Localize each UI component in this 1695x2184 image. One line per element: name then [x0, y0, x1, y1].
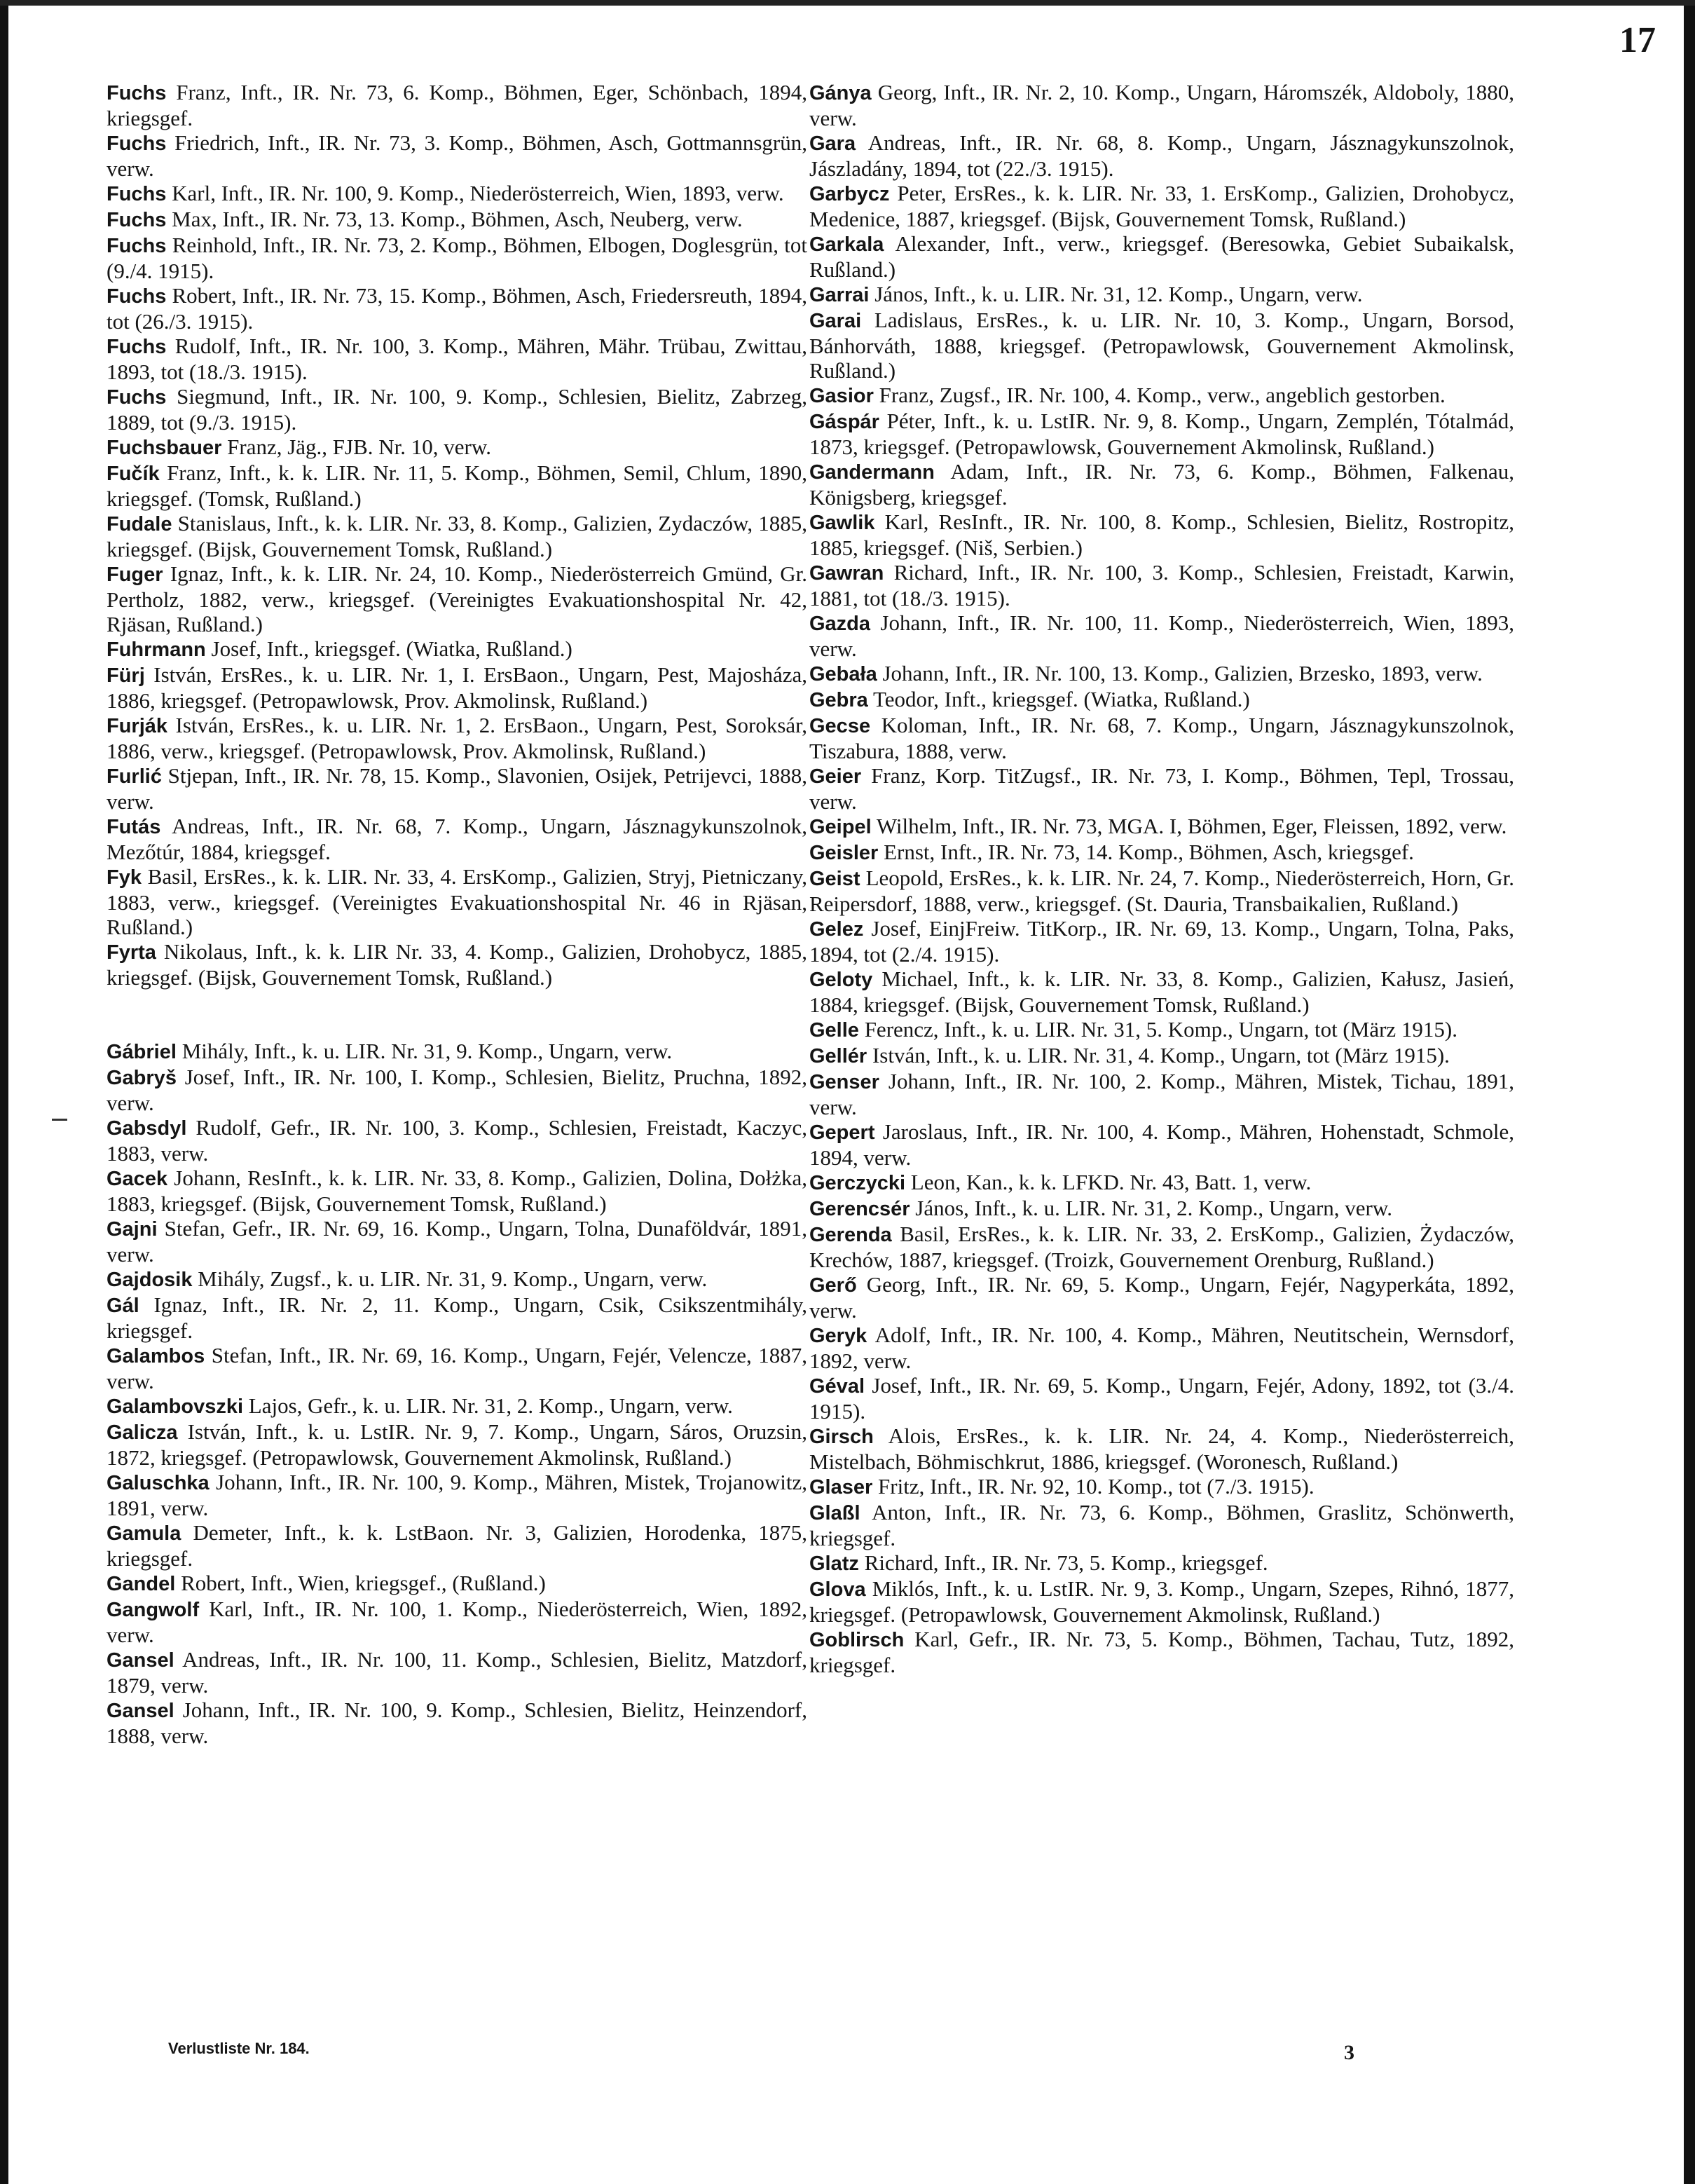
list-entry: [107, 1166, 807, 1216]
list-entry: [107, 1698, 807, 1748]
entry-details: Rudolf, Inft., IR. Nr. 100, 3. Komp., Mähren, Mähr. Trübau, Zwittau, 1893, tot (18./3. 1915).: [107, 334, 807, 384]
entry-details: Karl, ResInft., IR. Nr. 100, 8. Komp., Schlesien, Bielitz, Rostropitz, 1885, kriegsgef. (Niš, Serbien.): [809, 510, 1514, 560]
entry-details: István, ErsRes., k. u. LIR. Nr. 1, I. ErsBaon., Ungarn, Pest, Majosháza, 1886, kriegsgef. (Petropawlowsk, Prov. Akmolinsk, Rußland.): [107, 662, 807, 713]
entry-details: Johann, Inft., IR. Nr. 100, 2. Komp., Mähren, Mistek, Tichau, 1891, verw.: [809, 1069, 1514, 1119]
list-entry: [809, 130, 1514, 181]
list-entry: [809, 409, 1514, 459]
entry-details: Wilhelm, Inft., IR. Nr. 73, MGA. I, Böhmen, Eger, Fleissen, 1892, verw.: [871, 814, 1507, 838]
entry-surname: Gajni: [107, 1218, 158, 1241]
entry-surname: Gawlik: [809, 512, 875, 534]
list-entry: [809, 713, 1514, 763]
list-entry: [809, 308, 1514, 383]
entry-details: Rudolf, Gefr., IR. Nr. 100, 3. Komp., Schlesien, Freistadt, Kaczyc, 1883, verw.: [107, 1115, 807, 1166]
left-column: [107, 80, 807, 1748]
entry-details: Franz, Korp. TitZugsf., IR. Nr. 73, I. Komp., Böhmen, Tepl, Trossau, verw.: [809, 763, 1514, 814]
entry-surname: Fürj: [107, 664, 145, 687]
entry-surname: Fuchs: [107, 209, 167, 231]
list-entry: [809, 1017, 1514, 1043]
scan-edge-top: [0, 0, 1695, 6]
list-entry: [107, 80, 807, 130]
entry-details: János, Inft., k. u. LIR. Nr. 31, 12. Komp., Ungarn, verw.: [869, 282, 1363, 306]
entry-surname: Glatz: [809, 1552, 859, 1575]
entry-surname: Galicza: [107, 1421, 178, 1444]
list-entry: [809, 1272, 1514, 1323]
entry-surname: Geist: [809, 868, 860, 890]
list-entry: [107, 1571, 807, 1597]
entry-surname: Gacek: [107, 1168, 168, 1190]
entry-surname: Fyk: [107, 866, 142, 889]
list-entry: [809, 181, 1514, 231]
entry-surname: Garai: [809, 310, 862, 332]
entry-details: Mihály, Zugsf., k. u. LIR. Nr. 31, 9. Komp., Ungarn, verw.: [192, 1267, 708, 1291]
entry-surname: Geloty: [809, 969, 873, 991]
entry-details: Péter, Inft., k. u. LstIR. Nr. 9, 8. Komp., Ungarn, Zemplén, Tótalmád, 1873, kriegsgef. (Petropawlowsk, Gouvernement Akmolinsk, Rußland.): [809, 409, 1514, 459]
entry-surname: Gellér: [809, 1045, 867, 1067]
entry-surname: Glaßl: [809, 1502, 860, 1524]
list-entry: [809, 866, 1514, 916]
entry-surname: Gansel: [107, 1700, 174, 1722]
list-entry: [107, 1065, 807, 1115]
entry-details: Josef, EinjFreiw. TitKorp., IR. Nr. 69, 13. Komp., Ungarn, Tolna, Paks, 1894, tot (2./4. 1915).: [809, 916, 1514, 967]
list-entry: [809, 459, 1514, 510]
list-entry: [809, 967, 1514, 1017]
entry-surname: Fuger: [107, 564, 163, 586]
list-entry: [107, 713, 807, 763]
list-entry: [107, 233, 807, 283]
entry-surname: Galambovszki: [107, 1395, 244, 1418]
list-entry: [809, 687, 1514, 713]
list-entry: [809, 1627, 1514, 1677]
list-entry: [107, 1597, 807, 1647]
entry-details: Karl, Inft., IR. Nr. 100, 1. Komp., Niederösterreich, Wien, 1892, verw.: [107, 1597, 807, 1647]
list-entry: [107, 662, 807, 713]
sheet-signature-mark: 3: [1344, 2041, 1354, 2064]
list-entry: [809, 1170, 1514, 1196]
entry-details: Basil, ErsRes., k. k. LIR. Nr. 33, 4. ErsKomp., Galizien, Stryj, Pietniczany, 1883, verw., kriegsgef. (Vereinigtes Evakuationshospital Nr. 46 in Rjäsan, Rußland.): [107, 864, 807, 939]
entry-details: Franz, Jäg., FJB. Nr. 10, verw.: [221, 435, 491, 459]
entry-surname: Fudale: [107, 513, 172, 535]
entry-surname: Gelle: [809, 1019, 859, 1042]
entry-surname: Gawran: [809, 562, 884, 585]
list-entry: [107, 1343, 807, 1393]
entry-details: Demeter, Inft., k. k. LstBaon. Nr. 3, Galizien, Horodenka, 1875, kriegsgef.: [107, 1520, 807, 1571]
entry-surname: Gerő: [809, 1274, 857, 1297]
entry-details: Karl, Gefr., IR. Nr. 73, 5. Komp., Böhmen, Tachau, Tutz, 1892, kriegsgef.: [809, 1627, 1514, 1677]
entry-surname: Gábriel: [107, 1041, 177, 1063]
list-entry: [809, 814, 1514, 840]
entry-surname: Fuchs: [107, 336, 167, 358]
entry-surname: Geipel: [809, 816, 872, 838]
entry-surname: Fuchs: [107, 386, 167, 409]
entry-details: Miklós, Inft., k. u. LstIR. Nr. 9, 3. Komp., Ungarn, Szepes, Rihnó, 1877, kriegsgef. (Petropawlowsk, Gouvernement Akmolinsk, Rußland.): [809, 1576, 1514, 1627]
entry-details: Adam, Inft., IR. Nr. 73, 6. Komp., Böhmen, Falkenau, Königsberg, kriegsgef.: [809, 459, 1514, 510]
entry-details: Stjepan, Inft., IR. Nr. 78, 15. Komp., Slavonien, Osijek, Petrijevci, 1888, verw.: [107, 763, 807, 814]
list-entry: [107, 1292, 807, 1343]
list-entry: [809, 1043, 1514, 1069]
entry-surname: Furlić: [107, 765, 162, 788]
entry-surname: Gabryš: [107, 1067, 177, 1089]
entry-details: Peter, ErsRes., k. k. LIR. Nr. 33, 1. ErsKomp., Galizien, Drohobycz, Medenice, 1887, kriegsgef. (Bijsk, Gouvernement Tomsk, Rußland.): [809, 181, 1514, 231]
list-entry: [107, 1520, 807, 1571]
entry-details: Michael, Inft., k. k. LIR. Nr. 33, 8. Komp., Galizien, Kałusz, Jasień, 1884, kriegsgef. (Bijsk, Gouvernement Tomsk, Rußland.): [809, 967, 1514, 1017]
scan-edge-right: [1684, 0, 1695, 2184]
entry-surname: Fuchs: [107, 82, 167, 104]
entry-surname: Géval: [809, 1375, 865, 1398]
entry-details: Josef, Inft., kriegsgef. (Wiatka, Rußland.): [205, 636, 572, 661]
entry-details: Andreas, Inft., IR. Nr. 68, 7. Komp., Ungarn, Jásznagykunszolnok, Mezőtúr, 1884, kriegsgef.: [107, 814, 807, 864]
entry-details: Adolf, Inft., IR. Nr. 100, 4. Komp., Mähren, Neutitschein, Wernsdorf, 1892, verw.: [809, 1323, 1514, 1373]
list-entry: [107, 511, 807, 561]
entry-details: Richard, Inft., IR. Nr. 73, 5. Komp., kriegsgef.: [858, 1550, 1268, 1575]
list-entry: [107, 130, 807, 181]
list-entry: [107, 1419, 807, 1470]
entry-surname: Gebała: [809, 663, 877, 685]
list-entry: [809, 1196, 1514, 1222]
section-gap: [107, 990, 807, 1039]
entry-surname: Gangwolf: [107, 1599, 200, 1621]
entry-details: Georg, Inft., IR. Nr. 2, 10. Komp., Ungarn, Háromszék, Aldoboly, 1880, verw.: [809, 80, 1514, 130]
list-entry: [107, 636, 807, 662]
entry-surname: Garrai: [809, 284, 870, 306]
entry-details: Mihály, Inft., k. u. LIR. Nr. 31, 9. Komp., Ungarn, verw.: [176, 1039, 673, 1063]
entry-surname: Gerenda: [809, 1224, 892, 1246]
entry-details: Andreas, Inft., IR. Nr. 68, 8. Komp., Ungarn, Jásznagykunszolnok, Jászladány, 1894, tot (22./3. 1915).: [809, 130, 1514, 181]
list-entry: [107, 1393, 807, 1419]
entry-surname: Gerczycki: [809, 1172, 906, 1194]
list-entry: [809, 1222, 1514, 1272]
entry-details: Nikolaus, Inft., k. k. LIR Nr. 33, 4. Komp., Galizien, Drohobycz, 1885, kriegsgef. (Bijsk, Gouvernement Tomsk, Rußland.): [107, 939, 807, 990]
entry-details: Stanislaus, Inft., k. k. LIR. Nr. 33, 8. Komp., Galizien, Zydaczów, 1885, kriegsgef. (Bijsk, Gouvernement Tomsk, Rußland.): [107, 511, 807, 561]
entry-details: Teodor, Inft., kriegsgef. (Wiatka, Rußland.): [867, 687, 1250, 711]
list-entry: [809, 231, 1514, 282]
list-entry: [809, 80, 1514, 130]
list-entry: [107, 1647, 807, 1698]
list-entry: [809, 1069, 1514, 1119]
entry-details: István, ErsRes., k. u. LIR. Nr. 1, 2. ErsBaon., Ungarn, Pest, Soroksár, 1886, verw., kriegsgef. (Petropawlowsk, Prov. Akmolinsk, Rußland.): [107, 713, 807, 763]
entry-surname: Geier: [809, 765, 862, 788]
list-entry: [107, 435, 807, 460]
entry-details: János, Inft., k. u. LIR. Nr. 31, 2. Komp., Ungarn, verw.: [910, 1196, 1393, 1220]
entry-surname: Gandermann: [809, 461, 935, 484]
entry-details: Robert, Inft., IR. Nr. 73, 15. Komp., Böhmen, Asch, Friedersreuth, 1894, tot (26./3. 1915).: [107, 283, 807, 334]
footer-list-label: Verlustliste Nr. 184.: [168, 2040, 310, 2057]
list-entry: [107, 939, 807, 990]
list-entry: [809, 1474, 1514, 1500]
list-entry: [107, 1039, 807, 1065]
entry-surname: Gasior: [809, 385, 874, 407]
entry-details: Leopold, ErsRes., k. k. LIR. Nr. 24, 7. Komp., Niederösterreich, Horn, Gr. Reipersdorf, 1888, verw., kriegsgef. (St. Dauria, Transbaikalien, Rußland.): [809, 866, 1514, 916]
entry-surname: Futás: [107, 816, 161, 838]
list-entry: [809, 1550, 1514, 1576]
entry-details: Robert, Inft., Wien, kriegsgef., (Rußland.): [175, 1571, 546, 1595]
entry-details: Stefan, Inft., IR. Nr. 69, 16. Komp., Ungarn, Fejér, Velencze, 1887, verw.: [107, 1343, 807, 1393]
entry-details: Ernst, Inft., IR. Nr. 73, 14. Komp., Böhmen, Asch, kriegsgef.: [878, 840, 1414, 864]
list-entry: [107, 283, 807, 334]
entry-details: Leon, Kan., k. k. LFKD. Nr. 43, Batt. 1, verw.: [905, 1170, 1312, 1194]
entry-surname: Fyrta: [107, 941, 156, 964]
list-entry: [107, 814, 807, 864]
list-entry: [107, 1267, 807, 1292]
entry-surname: Gara: [809, 132, 856, 155]
list-entry: [107, 181, 807, 207]
entry-surname: Gánya: [809, 82, 872, 104]
entry-details: Ferencz, Inft., k. u. LIR. Nr. 31, 5. Komp., Ungarn, tot (März 1915).: [858, 1017, 1457, 1042]
entry-details: Ignaz, Inft., k. k. LIR. Nr. 24, 10. Komp., Niederösterreich Gmünd, Gr. Pertholz, 1882, verw., kriegsgef. (Vereinigtes Evakuationshospital Nr. 42, Rjäsan, Rußland.): [107, 561, 807, 636]
list-entry: [809, 1424, 1514, 1474]
list-entry: [809, 1323, 1514, 1373]
entry-surname: Gál: [107, 1295, 139, 1317]
entry-surname: Gáspár: [809, 411, 879, 433]
entry-details: Reinhold, Inft., IR. Nr. 73, 2. Komp., Böhmen, Elbogen, Doglesgrün, tot (9./4. 1915).: [107, 233, 807, 283]
list-entry: [809, 1500, 1514, 1550]
entry-details: Karl, Inft., IR. Nr. 100, 9. Komp., Niederösterreich, Wien, 1893, verw.: [166, 181, 784, 205]
entry-details: Richard, Inft., IR. Nr. 100, 3. Komp., Schlesien, Freistadt, Karwin, 1881, tot (18./3. 1915).: [809, 560, 1514, 610]
entry-surname: Girsch: [809, 1426, 874, 1448]
entry-details: Friedrich, Inft., IR. Nr. 73, 3. Komp., Böhmen, Asch, Gottmannsgrün, verw.: [107, 130, 807, 181]
entry-details: Fritz, Inft., IR. Nr. 92, 10. Komp., tot (7./3. 1915).: [872, 1474, 1315, 1499]
entry-surname: Garbycz: [809, 183, 890, 205]
right-column: [809, 80, 1514, 1677]
entry-surname: Fuchsbauer: [107, 437, 222, 459]
margin-dash: [52, 1119, 67, 1121]
entry-surname: Gecse: [809, 715, 871, 737]
entry-details: Franz, Inft., IR. Nr. 73, 6. Komp., Böhmen, Eger, Schönbach, 1894, kriegsgef.: [107, 80, 807, 130]
entry-surname: Fuhrmann: [107, 639, 206, 661]
entry-details: Josef, Inft., IR. Nr. 69, 5. Komp., Ungarn, Fejér, Adony, 1892, tot (3./4. 1915).: [809, 1373, 1514, 1424]
entry-surname: Geryk: [809, 1325, 867, 1347]
list-entry: [809, 916, 1514, 967]
entry-surname: Fuchs: [107, 183, 167, 205]
list-entry: [809, 510, 1514, 560]
entry-surname: Gandel: [107, 1573, 176, 1595]
list-entry: [809, 1576, 1514, 1627]
entry-details: Alexander, Inft., verw., kriegsgef. (Beresowka, Gebiet Subaikalsk, Rußland.): [809, 231, 1514, 282]
entry-surname: Glaser: [809, 1476, 873, 1499]
list-entry: [809, 763, 1514, 814]
entry-details: Ladislaus, ErsRes., k. u. LIR. Nr. 10, 3. Komp., Ungarn, Borsod, Bánhorváth, 1888, kriegsgef. (Petropawlowsk, Gouvernement Akmolinsk, Rußland.): [809, 308, 1514, 383]
entry-details: Siegmund, Inft., IR. Nr. 100, 9. Komp., Schlesien, Bielitz, Zabrzeg, 1889, tot (9./3. 1915).: [107, 384, 807, 435]
entry-surname: Gansel: [107, 1649, 174, 1672]
list-entry: [107, 1115, 807, 1166]
entry-details: Johann, Inft., IR. Nr. 100, 9. Komp., Schlesien, Bielitz, Heinzendorf, 1888, verw.: [107, 1698, 807, 1748]
entry-surname: Gazda: [809, 613, 871, 635]
entry-details: Georg, Inft., IR. Nr. 69, 5. Komp., Ungarn, Fejér, Nagyperkáta, 1892, verw.: [809, 1272, 1514, 1323]
entry-details: Alois, ErsRes., k. k. LIR. Nr. 24, 4. Komp., Niederösterreich, Mistelbach, Böhmischkrut, 1886, kriegsgef. (Woronesch, Rußland.): [809, 1424, 1514, 1474]
entry-details: Johann, Inft., IR. Nr. 100, 13. Komp., Galizien, Brzesko, 1893, verw.: [877, 661, 1483, 685]
list-entry: [809, 1119, 1514, 1170]
entry-surname: Gabsdyl: [107, 1117, 187, 1140]
list-entry: [107, 864, 807, 939]
entry-details: Koloman, Inft., IR. Nr. 68, 7. Komp., Ungarn, Jásznagykunszolnok, Tiszabura, 1888, verw.: [809, 713, 1514, 763]
list-entry: [107, 460, 807, 511]
list-entry: [809, 661, 1514, 687]
entry-surname: Gerencsér: [809, 1198, 910, 1220]
entry-details: Ignaz, Inft., IR. Nr. 2, 11. Komp., Ungarn, Csik, Csikszentmihály, kriegsgef.: [107, 1292, 807, 1343]
entry-surname: Furják: [107, 715, 168, 737]
entry-surname: Genser: [809, 1071, 879, 1093]
list-entry: [809, 560, 1514, 610]
list-entry: [107, 334, 807, 384]
entry-details: Franz, Zugsf., IR. Nr. 100, 4. Komp., verw., angeblich gestorben.: [873, 383, 1446, 407]
entry-details: Lajos, Gefr., k. u. LIR. Nr. 31, 2. Komp., Ungarn, verw.: [243, 1393, 733, 1418]
entry-details: Johann, ResInft., k. k. LIR. Nr. 33, 8. Komp., Galizien, Dolina, Dołżka, 1883, kriegsgef. (Bijsk, Gouvernement Tomsk, Rußland.): [107, 1166, 807, 1216]
entry-details: István, Inft., k. u. LIR. Nr. 31, 4. Komp., Ungarn, tot (März 1915).: [867, 1043, 1450, 1067]
entry-surname: Garkala: [809, 233, 884, 256]
entry-surname: Gamula: [107, 1522, 181, 1545]
entry-surname: Goblirsch: [809, 1629, 905, 1651]
list-entry: [809, 1373, 1514, 1424]
entry-surname: Fuchs: [107, 132, 167, 155]
list-entry: [809, 840, 1514, 866]
entry-details: Jaroslaus, Inft., IR. Nr. 100, 4. Komp., Mähren, Hohenstadt, Schmole, 1894, verw.: [809, 1119, 1514, 1170]
entry-details: Andreas, Inft., IR. Nr. 100, 11. Komp., Schlesien, Bielitz, Matzdorf, 1879, verw.: [107, 1647, 807, 1698]
entry-details: Anton, Inft., IR. Nr. 73, 6. Komp., Böhmen, Graslitz, Schönwerth, kriegsgef.: [809, 1500, 1514, 1550]
entry-surname: Gepert: [809, 1121, 875, 1144]
entry-surname: Geisler: [809, 842, 879, 864]
entry-surname: Glova: [809, 1578, 866, 1601]
list-entry: [107, 763, 807, 814]
entry-surname: Gebra: [809, 689, 868, 711]
entry-details: Josef, Inft., IR. Nr. 100, I. Komp., Schlesien, Bielitz, Pruchna, 1892, verw.: [107, 1065, 807, 1115]
entry-surname: Fuchs: [107, 285, 167, 308]
list-entry: [107, 1470, 807, 1520]
entry-details: Johann, Inft., IR. Nr. 100, 11. Komp., Niederösterreich, Wien, 1893, verw.: [809, 610, 1514, 661]
scan-edge-left: [0, 0, 8, 2184]
entry-surname: Galambos: [107, 1345, 205, 1367]
list-entry: [107, 1216, 807, 1267]
page-number: 17: [1619, 20, 1656, 60]
entry-surname: Gelez: [809, 918, 864, 941]
list-entry: [809, 383, 1514, 409]
list-entry: [107, 561, 807, 636]
entry-surname: Fuchs: [107, 235, 167, 257]
list-entry: [809, 282, 1514, 308]
list-entry: [809, 610, 1514, 661]
entry-details: Stefan, Gefr., IR. Nr. 69, 16. Komp., Ungarn, Tolna, Dunaföldvár, 1891, verw.: [107, 1216, 807, 1267]
list-entry: [107, 207, 807, 233]
entry-details: Franz, Inft., k. k. LIR. Nr. 11, 5. Komp., Böhmen, Semil, Chlum, 1890, kriegsgef. (Tomsk, Rußland.): [107, 460, 807, 511]
list-entry: [107, 384, 807, 435]
entry-details: Johann, Inft., IR. Nr. 100, 9. Komp., Mähren, Mistek, Trojanowitz, 1891, verw.: [107, 1470, 807, 1520]
entry-surname: Galuschka: [107, 1472, 210, 1494]
entry-details: Basil, ErsRes., k. k. LIR. Nr. 33, 2. ErsKomp., Galizien, Żydaczów, Krechów, 1887, kriegsgef. (Troizk, Gouvernement Orenburg, Rußland.): [809, 1222, 1514, 1272]
entry-surname: Gajdosik: [107, 1269, 193, 1291]
entry-details: István, Inft., k. u. LstIR. Nr. 9, 7. Komp., Ungarn, Sáros, Oruzsin, 1872, kriegsgef. (Petropawlowsk, Gouvernement Akmolinsk, Rußland.): [107, 1419, 807, 1470]
entry-details: Max, Inft., IR. Nr. 73, 13. Komp., Böhmen, Asch, Neuberg, verw.: [166, 207, 743, 231]
entry-surname: Fučík: [107, 463, 160, 485]
